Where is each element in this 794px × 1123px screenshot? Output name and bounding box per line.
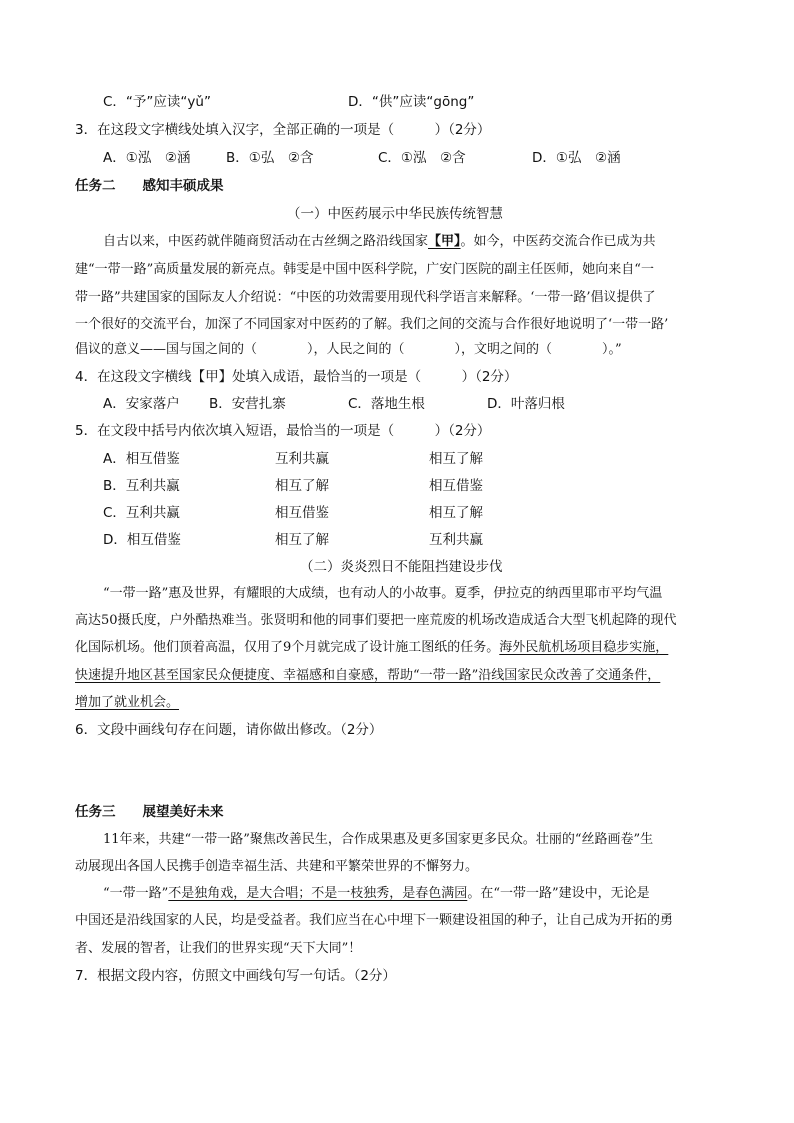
task3-p1-line1: 11年来，共建“一带一路”聚焦改善民生，合作成果惠及更多国家更多民众。壮丽的“丝路画卷”生 — [103, 832, 654, 847]
q5-option-b-col3: 相互借鉴 — [429, 478, 483, 494]
q7-stem: 7．根据文段内容，仿照文中画线句写一句话。（2分） — [75, 968, 396, 984]
q2-option-c: C．“予”应读“yǔ” — [103, 94, 211, 110]
p1-line5-d: ）。” — [602, 342, 622, 357]
q4-option-b: B．安营扎寨 — [209, 396, 286, 412]
q5-option-c-col2: 相互借鉴 — [275, 505, 329, 521]
q3-option-b: B．①弘 ②含 — [226, 150, 314, 166]
task2-p2-line2: 高达50摄氏度，户外酷热难当。张贤明和他的同事们要把一座荒废的机场改造成适合大型飞机起降的现代 — [75, 613, 677, 628]
q5-option-c-col1: C．互利共赢 — [103, 505, 180, 521]
task2-p2-line5-underlined: 增加了就业机会。 — [75, 695, 180, 710]
q4-option-a: A．安家落户 — [103, 396, 180, 412]
q6-stem: 6．文段中画线句存在问题，请你做出修改。（2分） — [75, 722, 383, 738]
task2-p1-line4: 一个很好的交流平台，加深了不同国家对中医药的了解。我们之间的交流与合作很好地说明了‘一带一路’ — [75, 317, 669, 332]
p2-line3-underlined: 海外民航机场项目稳步实施， — [499, 640, 669, 655]
task3-p2-line1 — [103, 885, 650, 903]
task2-p2-line4-underlined: 快速提升地区甚至国家民众便捷度、幸福感和自豪感，帮助“一带一路”沿线国家民众改善了交通条件， — [75, 668, 661, 683]
task2-p1-line1-b: 。如今，中医药交流合作已成为共 — [460, 234, 656, 249]
p3-line1-underlined: 不是独角戏，是大合唱；不是一枝独秀，是春色满园 — [168, 886, 468, 901]
q3-option-d: D．①弘 ②涵 — [532, 150, 621, 166]
q5-option-d-col1: D．相互借鉴 — [103, 532, 181, 548]
q3-option-c: C．①泓 ②含 — [378, 150, 466, 166]
task3-p1-line2: 动展现出各国人民携手创造幸福生活、共建和平繁荣世界的不懈努力。 — [75, 859, 479, 874]
task2-p1-line3: 带一路”共建国家的国际友人介绍说：“中医的功效需要用现代科学语言来解释。‘一带一路’倡议提供了 — [75, 290, 656, 305]
task2-p1-line2: 建“一带一路”高质量发展的新亮点。韩雯是中国中医科学院，广安门医院的副主任医师，她向来自“一 — [75, 262, 654, 277]
task2-section2-title: （二）炎炎烈日不能阻挡建设步伐 — [300, 559, 503, 575]
q5-option-b-col2: 相互了解 — [275, 478, 329, 494]
blank-jia-mark: 【甲】 — [428, 234, 461, 249]
task2-title: 任务二 感知丰硕成果 — [75, 178, 224, 194]
p3-line1-a: “一带一路” — [103, 886, 169, 901]
q3-stem: 3．在这段文字横线处填入汉字，全部正确的一项是（ ）（2分） — [75, 122, 491, 138]
q5-option-d-col2: 相互了解 — [275, 532, 329, 548]
task2-p1-line5 — [75, 341, 622, 359]
task3-p2-line3: 者、发展的智者，让我们的世界实现“天下大同”！ — [75, 941, 362, 956]
q5-option-a-col2: 互利共赢 — [275, 451, 329, 467]
q3-option-a: A．①泓 ②涵 — [103, 150, 191, 166]
q5-option-c-col3: 相互了解 — [429, 505, 483, 521]
task2-p2-line1: “一带一路”惠及世界，有耀眼的大成绩，也有动人的小故事。夏季，伊拉克的纳西里耶市平均气温 — [103, 586, 663, 601]
q4-option-d: D．叶落归根 — [487, 396, 565, 412]
p2-line3-a: 化国际机场。他们顶着高温，仅用了9个月就完成了设计施工图纸的任务。 — [75, 640, 500, 655]
task2-p2-line3 — [75, 639, 668, 657]
q4-option-c: C．落地生根 — [348, 396, 425, 412]
task2-p1-line1-a: 自古以来，中医药就伴随商贸活动在古丝绸之路沿线国家 — [103, 234, 429, 249]
p1-line5-b: ），人民之间的（ — [307, 342, 405, 357]
q4-stem: 4．在这段文字横线【甲】处填入成语，最恰当的一项是（ ）（2分） — [75, 369, 518, 385]
p1-line5-a: 倡议的意义——国与国之间的（ — [75, 342, 258, 357]
p3-line1-b: 。在“一带一路”建设中，无论是 — [467, 886, 650, 901]
task2-p1-line1 — [103, 233, 656, 251]
p1-line5-c: ），文明之间的（ — [454, 342, 553, 357]
q5-option-b-col1: B．互利共赢 — [103, 478, 180, 494]
q5-option-a-col3: 相互了解 — [429, 451, 483, 467]
q5-option-d-col3: 互利共赢 — [429, 532, 483, 548]
q5-option-a-col1: A．相互借鉴 — [103, 451, 180, 467]
task3-title: 任务三 展望美好未来 — [75, 804, 224, 820]
q5-stem: 5．在文段中括号内依次填入短语，最恰当的一项是（ ）（2分） — [75, 423, 491, 439]
task2-section1-title: （一）中医药展示中华民族传统智慧 — [287, 206, 503, 222]
task3-p2-line2: 中国还是沿线国家的人民，均是受益者。我们应当在心中埋下一颗建设祖国的种子，让自己成为开拓的勇 — [75, 913, 674, 928]
q2-option-d: D．“供”应读“gōng” — [348, 94, 475, 110]
